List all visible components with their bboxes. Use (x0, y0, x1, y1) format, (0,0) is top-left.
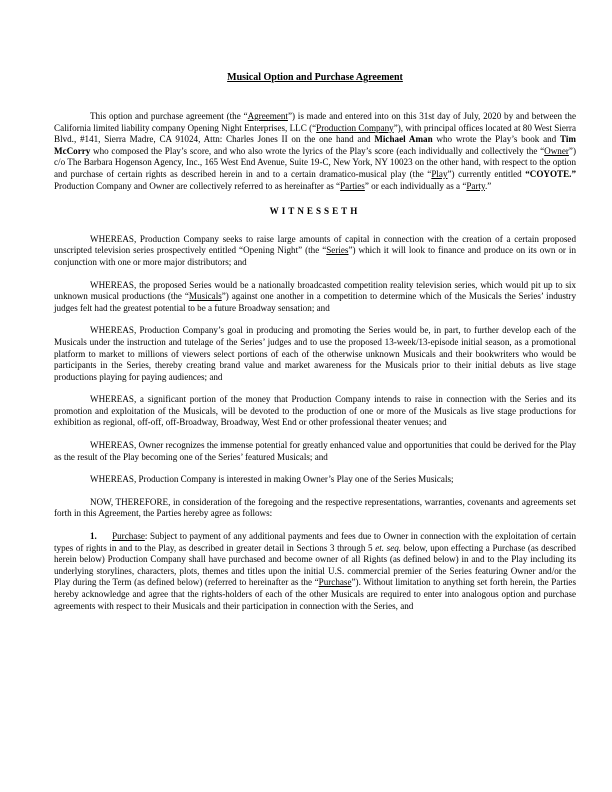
defined-term-musicals: Musicals (188, 291, 222, 302)
text-run: This option and purchase agreement (the “ (90, 111, 248, 121)
text-run: ” or each individually as a “ (364, 180, 467, 191)
text-run: WHEREAS, Production Company seeks to raise large amounts of capital in connection with the creation of a certain proposed unscripted television series prospectively entitled “Opening Night” (the “ (54, 233, 576, 256)
text-run: ”) currently entitled (447, 168, 526, 179)
text-run: Production Company and Owner are collectively referred to as hereinafter as “ (54, 180, 341, 191)
section-1-purchase (54, 531, 576, 612)
whereas-paragraph-1 (54, 234, 576, 269)
party-name-michael-aman: Michael Aman (374, 134, 433, 145)
section-heading-purchase: Purchase (112, 531, 145, 542)
text-run: below, upon effecting a Purchase (as described herein below) Production Company shall have purchased and become owner of all Rights (as defined below) in and to the Play including its underlying storylines, characters, plots, themes and titles upon the initial U.S. commercial premier of the Series featuring Owner and/or the Play during the Term (as defined below) (referred to hereinafter as the “ (54, 542, 576, 588)
defined-term-series: Series (326, 245, 349, 256)
text-run: ”) against one another in a competition to determine which of the Musicals the Series’ industry judges felt had the greatest potential to be a future Broadway sensation; and (54, 291, 576, 313)
defined-term-agreement: Agreement (247, 111, 288, 121)
text-run: ”) is made and entered into on this 31st day of July, 2020 by and between the California limited liability company Opening Night Enterprises, LLC (“ (54, 111, 576, 133)
document-body (54, 72, 576, 623)
party-name-tim-mccorry: Tim McCorry (54, 134, 576, 156)
text-run: ”), with principal offices located at 80 West Sierra Blvd., #141, Sierra Madre, CA 91024, Attn: Charles Jones II on the one hand and (54, 122, 576, 145)
whereas-paragraph-5: WHEREAS, Owner recognizes the immense potential for greatly enhanced value and opportunities that could be derived for the Play as the result of the Play becoming one of the Series’ featured Musicals; and (54, 440, 576, 462)
text-run: ”) c/o The Barbara Hogenson Agency, Inc., 165 West End Avenue, Suite 19-C, New York, NY 10023 on the other hand, with respect to the option and purchase of certain rights as described herein in and to a certain dramatico-musical play (the “ (54, 145, 576, 179)
et-seq: et. seq. (375, 542, 402, 553)
whereas-paragraph-6: WHEREAS, Production Company is interested in making Owner’s Play one of the Series Musicals; (90, 474, 454, 485)
whereas-paragraph-3: WHEREAS, Production Company’s goal in producing and promoting the Series would be, in part, to further develop each of the Musicals under the instruction and tutelage of the Series’ judges and to use the proposed 13-week/13-episode initial season, as a promotional platform to market to millions of viewers select portions of each of the otherwise unknown Musicals and their bookwriters who would be participants in the Series, thereby creating brand value and market awareness for the Musicals prior to their initial debuts as live stage productions playing for paying audiences; and (54, 325, 576, 382)
defined-term-owner: Owner (544, 145, 569, 156)
defined-term-parties: Parties (340, 180, 365, 191)
defined-term-purchase: Purchase (318, 577, 352, 588)
intro-paragraph (54, 111, 576, 192)
text-run: who composed the Play’s score, and who also wrote the lyrics of the Play’s score (each individually and collectively the “ (90, 145, 545, 156)
text-run: who wrote the Play’s book and (432, 134, 560, 145)
whereas-paragraph-2 (54, 280, 576, 315)
whereas-paragraph-4: WHEREAS, a significant portion of the money that Production Company intends to raise in connection with the Series and its promotion and exploitation of the Musicals, will be devoted to the production of one or more of the Musicals as live stage productions for exhibition as regional, off-off, off-Broadway, Broadway, West End or other professional theater venues; and (54, 394, 576, 428)
now-therefore-paragraph: NOW, THEREFORE, in consideration of the foregoing and the respective representations, warranties, covenants and agreements set forth in this Agreement, the Parties hereby agree as follows: (54, 496, 576, 519)
text-run: .” (484, 180, 492, 191)
defined-term-party: Party (466, 180, 485, 191)
document-title: Musical Option and Purchase Agreement (227, 72, 403, 83)
play-title: “COYOTE.” (525, 168, 576, 179)
text-run: ”) which it will look to finance and produce on its own or in conjunction with one or more major distributors; and (54, 245, 576, 267)
text-run: ”). Without limitation to anything set forth herein, the Parties hereby acknowledge and agree that the rights-holders of each of the other Musicals are required to enter into analogous option and purchase agreements with respect to their Musicals and their participation in connection with the Series, and (54, 577, 576, 611)
section-number: 1. (90, 531, 97, 542)
text-run: WHEREAS, the proposed Series would be a nationally broadcasted competition reality television series, which would pit up to six unknown musical productions (the “ (54, 279, 576, 302)
witnesseth-heading: WITNESSETH (269, 206, 361, 217)
defined-term-play: Play (431, 168, 448, 179)
defined-term-production-company: Production Company (316, 122, 394, 133)
text-run: : Subject to payment of any additional payments and fees due to Owner in connection with the exploitation of certain types of rights in and to the Play, as described in greater detail in Sections 3 through 5 (54, 531, 577, 553)
